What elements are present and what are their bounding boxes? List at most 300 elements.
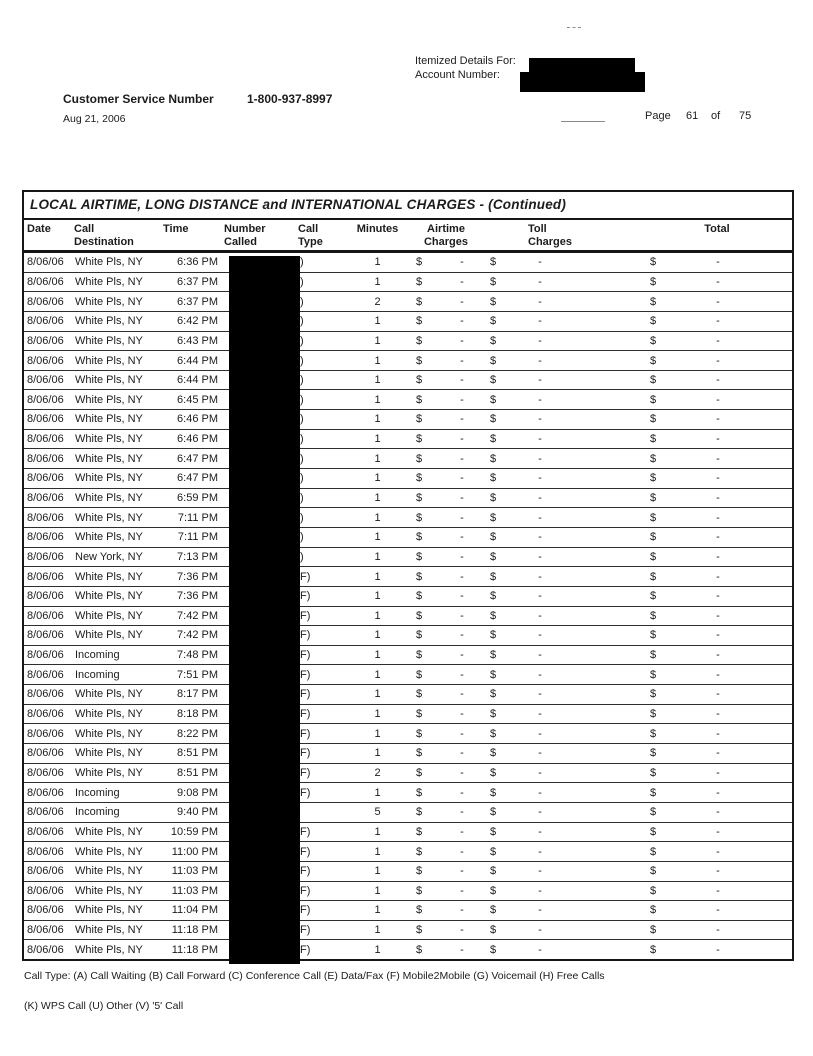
cell-minutes: 1 (374, 904, 381, 917)
airtime-amount: - (460, 354, 464, 367)
total-amount: - (716, 943, 720, 956)
cell-total (642, 944, 792, 956)
cell-total (642, 355, 792, 367)
cell-date: 8/06/06 (27, 924, 64, 937)
cell-date: 8/06/06 (27, 708, 64, 721)
cell-total (642, 629, 792, 641)
toll-amount: - (538, 472, 542, 485)
currency-symbol: $ (650, 550, 657, 563)
airtime-amount: - (460, 845, 464, 858)
cell-call-type: ) (300, 433, 304, 446)
cell-destination: White Pls, NY (75, 747, 143, 760)
currency-symbol: $ (490, 570, 497, 583)
table-rows (24, 253, 792, 959)
currency-symbol: $ (416, 825, 423, 838)
cell-date: 8/06/06 (27, 315, 64, 328)
cell-airtime-charges (410, 688, 482, 700)
cell-call-type: ) (300, 531, 304, 544)
col-header-time: Time (163, 223, 189, 235)
cell-time: 6:36 PM (177, 256, 218, 269)
cell-total (642, 590, 792, 602)
currency-symbol: $ (650, 766, 657, 779)
total-amount: - (716, 433, 720, 446)
cell-total (642, 728, 792, 740)
currency-symbol: $ (650, 275, 657, 288)
currency-symbol: $ (416, 393, 423, 406)
cell-toll-charges (482, 551, 642, 563)
table-row (24, 685, 792, 705)
currency-symbol: $ (416, 766, 423, 779)
cell-destination: White Pls, NY (75, 492, 143, 504)
cell-time: 7:48 PM (177, 649, 218, 662)
customer-service-number: 1-800-937-8997 (247, 92, 333, 106)
table-row (24, 646, 792, 666)
cell-date: 8/06/06 (27, 845, 64, 858)
table-row (24, 862, 792, 882)
cell-toll-charges (482, 649, 642, 661)
cell-airtime-charges (410, 492, 482, 504)
cell-date: 8/06/06 (27, 374, 64, 387)
cell-date: 8/06/06 (27, 786, 64, 799)
cell-toll-charges (482, 669, 642, 681)
cell-call-type: F) (300, 609, 311, 622)
cell-total (642, 335, 792, 347)
cell-time: 7:13 PM (177, 550, 218, 563)
toll-amount: - (538, 295, 542, 308)
cell-destination: White Pls, NY (75, 433, 143, 446)
toll-amount: - (538, 747, 542, 760)
col-header-number-called: Number Called (224, 223, 266, 248)
toll-amount: - (538, 492, 542, 504)
toll-amount: - (538, 354, 542, 367)
table-row (24, 528, 792, 548)
toll-amount: - (538, 315, 542, 328)
toll-amount: - (538, 668, 542, 681)
table-row (24, 803, 792, 823)
airtime-amount: - (460, 865, 464, 878)
currency-symbol: $ (650, 433, 657, 446)
cell-destination: White Pls, NY (75, 570, 143, 583)
table-row (24, 410, 792, 430)
page-of-label: of (711, 110, 721, 122)
cell-destination: White Pls, NY (75, 845, 143, 858)
total-amount: - (716, 570, 720, 583)
currency-symbol: $ (650, 865, 657, 878)
cell-call-type: F) (300, 825, 311, 838)
cell-total (642, 296, 792, 308)
cell-date: 8/06/06 (27, 433, 64, 446)
cell-destination: White Pls, NY (75, 275, 143, 288)
currency-symbol: $ (490, 629, 497, 642)
cell-toll-charges (482, 296, 642, 308)
cell-call-type: F) (300, 629, 311, 642)
cell-minutes: 1 (374, 433, 381, 446)
cell-time: 11:03 PM (171, 865, 218, 878)
cell-call-type: F) (300, 865, 311, 878)
currency-symbol: $ (490, 550, 497, 563)
cell-minutes: 1 (374, 511, 381, 524)
table-row (24, 508, 792, 528)
cell-time: 6:43 PM (177, 334, 218, 347)
toll-amount: - (538, 806, 542, 819)
cell-time: 7:36 PM (177, 570, 218, 583)
account-number-label: Account Number: (415, 69, 500, 81)
airtime-amount: - (460, 806, 464, 819)
currency-symbol: $ (490, 413, 497, 426)
cell-call-type: ) (300, 413, 304, 426)
currency-symbol: $ (490, 904, 497, 917)
cell-time: 8:17 PM (177, 688, 218, 701)
toll-amount: - (538, 924, 542, 937)
cell-toll-charges (482, 571, 642, 583)
currency-symbol: $ (490, 924, 497, 937)
cell-total (642, 924, 792, 936)
cell-call-type: ) (300, 492, 304, 504)
cell-date: 8/06/06 (27, 275, 64, 288)
total-amount: - (716, 354, 720, 367)
call-type-legend-line2: (K) WPS Call (U) Other (V) '5' Call (24, 1000, 184, 1012)
cell-destination: White Pls, NY (75, 374, 143, 387)
cell-minutes: 1 (374, 688, 381, 701)
cell-destination: White Pls, NY (75, 943, 143, 956)
table-row (24, 587, 792, 607)
cell-total (642, 276, 792, 288)
cell-airtime-charges (410, 551, 482, 563)
cell-airtime-charges (410, 315, 482, 327)
scan-artifact-dashes (567, 27, 581, 28)
cell-airtime-charges (410, 629, 482, 641)
cell-total (642, 708, 792, 720)
cell-call-type: F) (300, 924, 311, 937)
cell-date: 8/06/06 (27, 295, 64, 308)
currency-symbol: $ (416, 550, 423, 563)
currency-symbol: $ (490, 766, 497, 779)
cell-call-type: F) (300, 649, 311, 662)
currency-symbol: $ (490, 786, 497, 799)
currency-symbol: $ (650, 727, 657, 740)
cell-time: 6:59 PM (177, 492, 218, 504)
cell-total (642, 571, 792, 583)
cell-airtime-charges (410, 826, 482, 838)
total-amount: - (716, 295, 720, 308)
toll-amount: - (538, 590, 542, 603)
currency-symbol: $ (650, 845, 657, 858)
cell-time: 8:51 PM (177, 766, 218, 779)
table-row (24, 273, 792, 293)
cell-total (642, 787, 792, 799)
total-amount: - (716, 393, 720, 406)
cell-destination: White Pls, NY (75, 315, 143, 328)
toll-amount: - (538, 629, 542, 642)
cell-total (642, 826, 792, 838)
toll-amount: - (538, 374, 542, 387)
cell-toll-charges (482, 256, 642, 268)
airtime-amount: - (460, 649, 464, 662)
currency-symbol: $ (416, 609, 423, 622)
total-amount: - (716, 315, 720, 328)
customer-service-label: Customer Service Number (63, 92, 214, 106)
toll-amount: - (538, 334, 542, 347)
cell-toll-charges (482, 374, 642, 386)
cell-destination: Incoming (75, 649, 120, 662)
currency-symbol: $ (490, 865, 497, 878)
cell-total (642, 688, 792, 700)
toll-amount: - (538, 786, 542, 799)
currency-symbol: $ (650, 452, 657, 465)
cell-airtime-charges (410, 276, 482, 288)
col-header-date: Date (27, 223, 51, 235)
col-header-total: Total (704, 223, 730, 235)
table-row (24, 312, 792, 332)
cell-toll-charges (482, 610, 642, 622)
toll-amount: - (538, 708, 542, 721)
toll-amount: - (538, 884, 542, 897)
col-header-airtime-charges: Airtime Charges (423, 223, 469, 248)
cell-time: 10:59 PM (170, 825, 218, 838)
currency-symbol: $ (490, 747, 497, 760)
cell-time: 9:08 PM (177, 786, 218, 799)
cell-date: 8/06/06 (27, 334, 64, 347)
currency-symbol: $ (650, 511, 657, 524)
cell-airtime-charges (410, 355, 482, 367)
toll-amount: - (538, 452, 542, 465)
cell-destination: White Pls, NY (75, 884, 143, 897)
cell-date: 8/06/06 (27, 766, 64, 779)
cell-call-type: ) (300, 472, 304, 485)
currency-symbol: $ (650, 570, 657, 583)
airtime-amount: - (460, 531, 464, 544)
currency-symbol: $ (490, 354, 497, 367)
airtime-amount: - (460, 413, 464, 426)
cell-airtime-charges (410, 433, 482, 445)
cell-time: 8:18 PM (177, 708, 218, 721)
cell-toll-charges (482, 924, 642, 936)
currency-symbol: $ (416, 315, 423, 328)
cell-toll-charges (482, 708, 642, 720)
cell-minutes: 1 (374, 884, 381, 897)
total-amount: - (716, 904, 720, 917)
cell-date: 8/06/06 (27, 825, 64, 838)
airtime-amount: - (460, 825, 464, 838)
cell-time: 7:36 PM (177, 590, 218, 603)
currency-symbol: $ (416, 668, 423, 681)
cell-airtime-charges (410, 590, 482, 602)
cell-time: 6:42 PM (177, 315, 218, 328)
currency-symbol: $ (490, 374, 497, 387)
toll-amount: - (538, 865, 542, 878)
total-amount: - (716, 924, 720, 937)
cell-toll-charges (482, 433, 642, 445)
cell-destination: Incoming (75, 786, 120, 799)
cell-date: 8/06/06 (27, 393, 64, 406)
cell-toll-charges (482, 904, 642, 916)
airtime-amount: - (460, 550, 464, 563)
total-amount: - (716, 865, 720, 878)
toll-amount: - (538, 256, 542, 269)
cell-minutes: 1 (374, 629, 381, 642)
currency-symbol: $ (490, 315, 497, 328)
toll-amount: - (538, 393, 542, 406)
currency-symbol: $ (416, 275, 423, 288)
cell-minutes: 1 (374, 334, 381, 347)
cell-total (642, 865, 792, 877)
airtime-amount: - (460, 295, 464, 308)
cell-call-type: ) (300, 550, 304, 563)
airtime-amount: - (460, 334, 464, 347)
cell-toll-charges (482, 846, 642, 858)
cell-minutes: 1 (374, 786, 381, 799)
cell-destination: White Pls, NY (75, 393, 143, 406)
total-amount: - (716, 884, 720, 897)
currency-symbol: $ (650, 649, 657, 662)
cell-destination: New York, NY (75, 550, 143, 563)
currency-symbol: $ (490, 275, 497, 288)
cell-destination: White Pls, NY (75, 904, 143, 917)
currency-symbol: $ (490, 433, 497, 446)
cell-date: 8/06/06 (27, 865, 64, 878)
currency-symbol: $ (650, 747, 657, 760)
cell-call-type: ) (300, 315, 304, 328)
total-amount: - (716, 766, 720, 779)
toll-amount: - (538, 688, 542, 701)
cell-date: 8/06/06 (27, 884, 64, 897)
cell-airtime-charges (410, 787, 482, 799)
cell-destination: Incoming (75, 806, 120, 819)
table-row (24, 705, 792, 725)
currency-symbol: $ (650, 393, 657, 406)
toll-amount: - (538, 275, 542, 288)
currency-symbol: $ (650, 668, 657, 681)
toll-amount: - (538, 845, 542, 858)
currency-symbol: $ (490, 688, 497, 701)
total-amount: - (716, 747, 720, 760)
total-amount: - (716, 806, 720, 819)
currency-symbol: $ (416, 727, 423, 740)
cell-total (642, 885, 792, 897)
table-row (24, 823, 792, 843)
cell-toll-charges (482, 865, 642, 877)
table-row (24, 430, 792, 450)
cell-toll-charges (482, 413, 642, 425)
cell-call-type: F) (300, 747, 311, 760)
cell-call-type: ) (300, 374, 304, 387)
cell-minutes: 1 (374, 354, 381, 367)
cell-call-type: ) (300, 334, 304, 347)
cell-destination: White Pls, NY (75, 413, 143, 426)
cell-time: 6:44 PM (177, 354, 218, 367)
cell-toll-charges (482, 688, 642, 700)
cell-time: 6:44 PM (177, 374, 218, 387)
cell-airtime-charges (410, 296, 482, 308)
cell-destination: White Pls, NY (75, 256, 143, 269)
table-title: LOCAL AIRTIME, LONG DISTANCE and INTERNATIONAL CHARGES - (Continued) (24, 192, 792, 220)
cell-minutes: 1 (374, 943, 381, 956)
statement-date: Aug 21, 2006 (63, 113, 126, 125)
cell-call-type: ) (300, 256, 304, 269)
airtime-amount: - (460, 786, 464, 799)
table-row (24, 371, 792, 391)
currency-symbol: $ (416, 845, 423, 858)
total-amount: - (716, 708, 720, 721)
cell-call-type: F) (300, 884, 311, 897)
currency-symbol: $ (650, 413, 657, 426)
cell-airtime-charges (410, 904, 482, 916)
cell-call-type: ) (300, 275, 304, 288)
table-row (24, 469, 792, 489)
currency-symbol: $ (650, 884, 657, 897)
airtime-amount: - (460, 472, 464, 485)
currency-symbol: $ (650, 609, 657, 622)
currency-symbol: $ (416, 924, 423, 937)
cell-destination: White Pls, NY (75, 924, 143, 937)
cell-time: 6:46 PM (177, 413, 218, 426)
currency-symbol: $ (650, 374, 657, 387)
cell-minutes: 1 (374, 668, 381, 681)
airtime-amount: - (460, 688, 464, 701)
toll-amount: - (538, 649, 542, 662)
cell-toll-charges (482, 885, 642, 897)
cell-toll-charges (482, 787, 642, 799)
cell-minutes: 1 (374, 550, 381, 563)
currency-symbol: $ (416, 531, 423, 544)
currency-symbol: $ (416, 492, 423, 504)
cell-toll-charges (482, 453, 642, 465)
toll-amount: - (538, 570, 542, 583)
airtime-amount: - (460, 433, 464, 446)
currency-symbol: $ (650, 825, 657, 838)
toll-amount: - (538, 727, 542, 740)
cell-total (642, 394, 792, 406)
cell-toll-charges (482, 472, 642, 484)
total-amount: - (716, 472, 720, 485)
redaction-number-called-column (229, 256, 300, 964)
currency-symbol: $ (416, 452, 423, 465)
cell-minutes: 1 (374, 845, 381, 858)
airtime-amount: - (460, 708, 464, 721)
total-amount: - (716, 452, 720, 465)
cell-call-type: F) (300, 668, 311, 681)
total-amount: - (716, 668, 720, 681)
table-row (24, 921, 792, 941)
cell-destination: White Pls, NY (75, 511, 143, 524)
cell-time: 7:42 PM (177, 609, 218, 622)
cell-call-type: ) (300, 511, 304, 524)
cell-time: 6:46 PM (177, 433, 218, 446)
currency-symbol: $ (650, 354, 657, 367)
currency-symbol: $ (416, 747, 423, 760)
cell-toll-charges (482, 590, 642, 602)
cell-minutes: 1 (374, 649, 381, 662)
table-row (24, 882, 792, 902)
cell-airtime-charges (410, 846, 482, 858)
toll-amount: - (538, 531, 542, 544)
cell-date: 8/06/06 (27, 511, 64, 524)
cell-toll-charges (482, 944, 642, 956)
cell-minutes: 1 (374, 315, 381, 328)
cell-airtime-charges (410, 885, 482, 897)
cell-minutes: 2 (374, 295, 381, 308)
charges-table (22, 190, 794, 961)
airtime-amount: - (460, 492, 464, 504)
toll-amount: - (538, 904, 542, 917)
cell-date: 8/06/06 (27, 531, 64, 544)
cell-minutes: 1 (374, 747, 381, 760)
cell-minutes: 1 (374, 452, 381, 465)
col-header-toll-charges: Toll Charges (528, 223, 573, 248)
cell-minutes: 1 (374, 492, 381, 504)
toll-amount: - (538, 943, 542, 956)
cell-destination: White Pls, NY (75, 452, 143, 465)
